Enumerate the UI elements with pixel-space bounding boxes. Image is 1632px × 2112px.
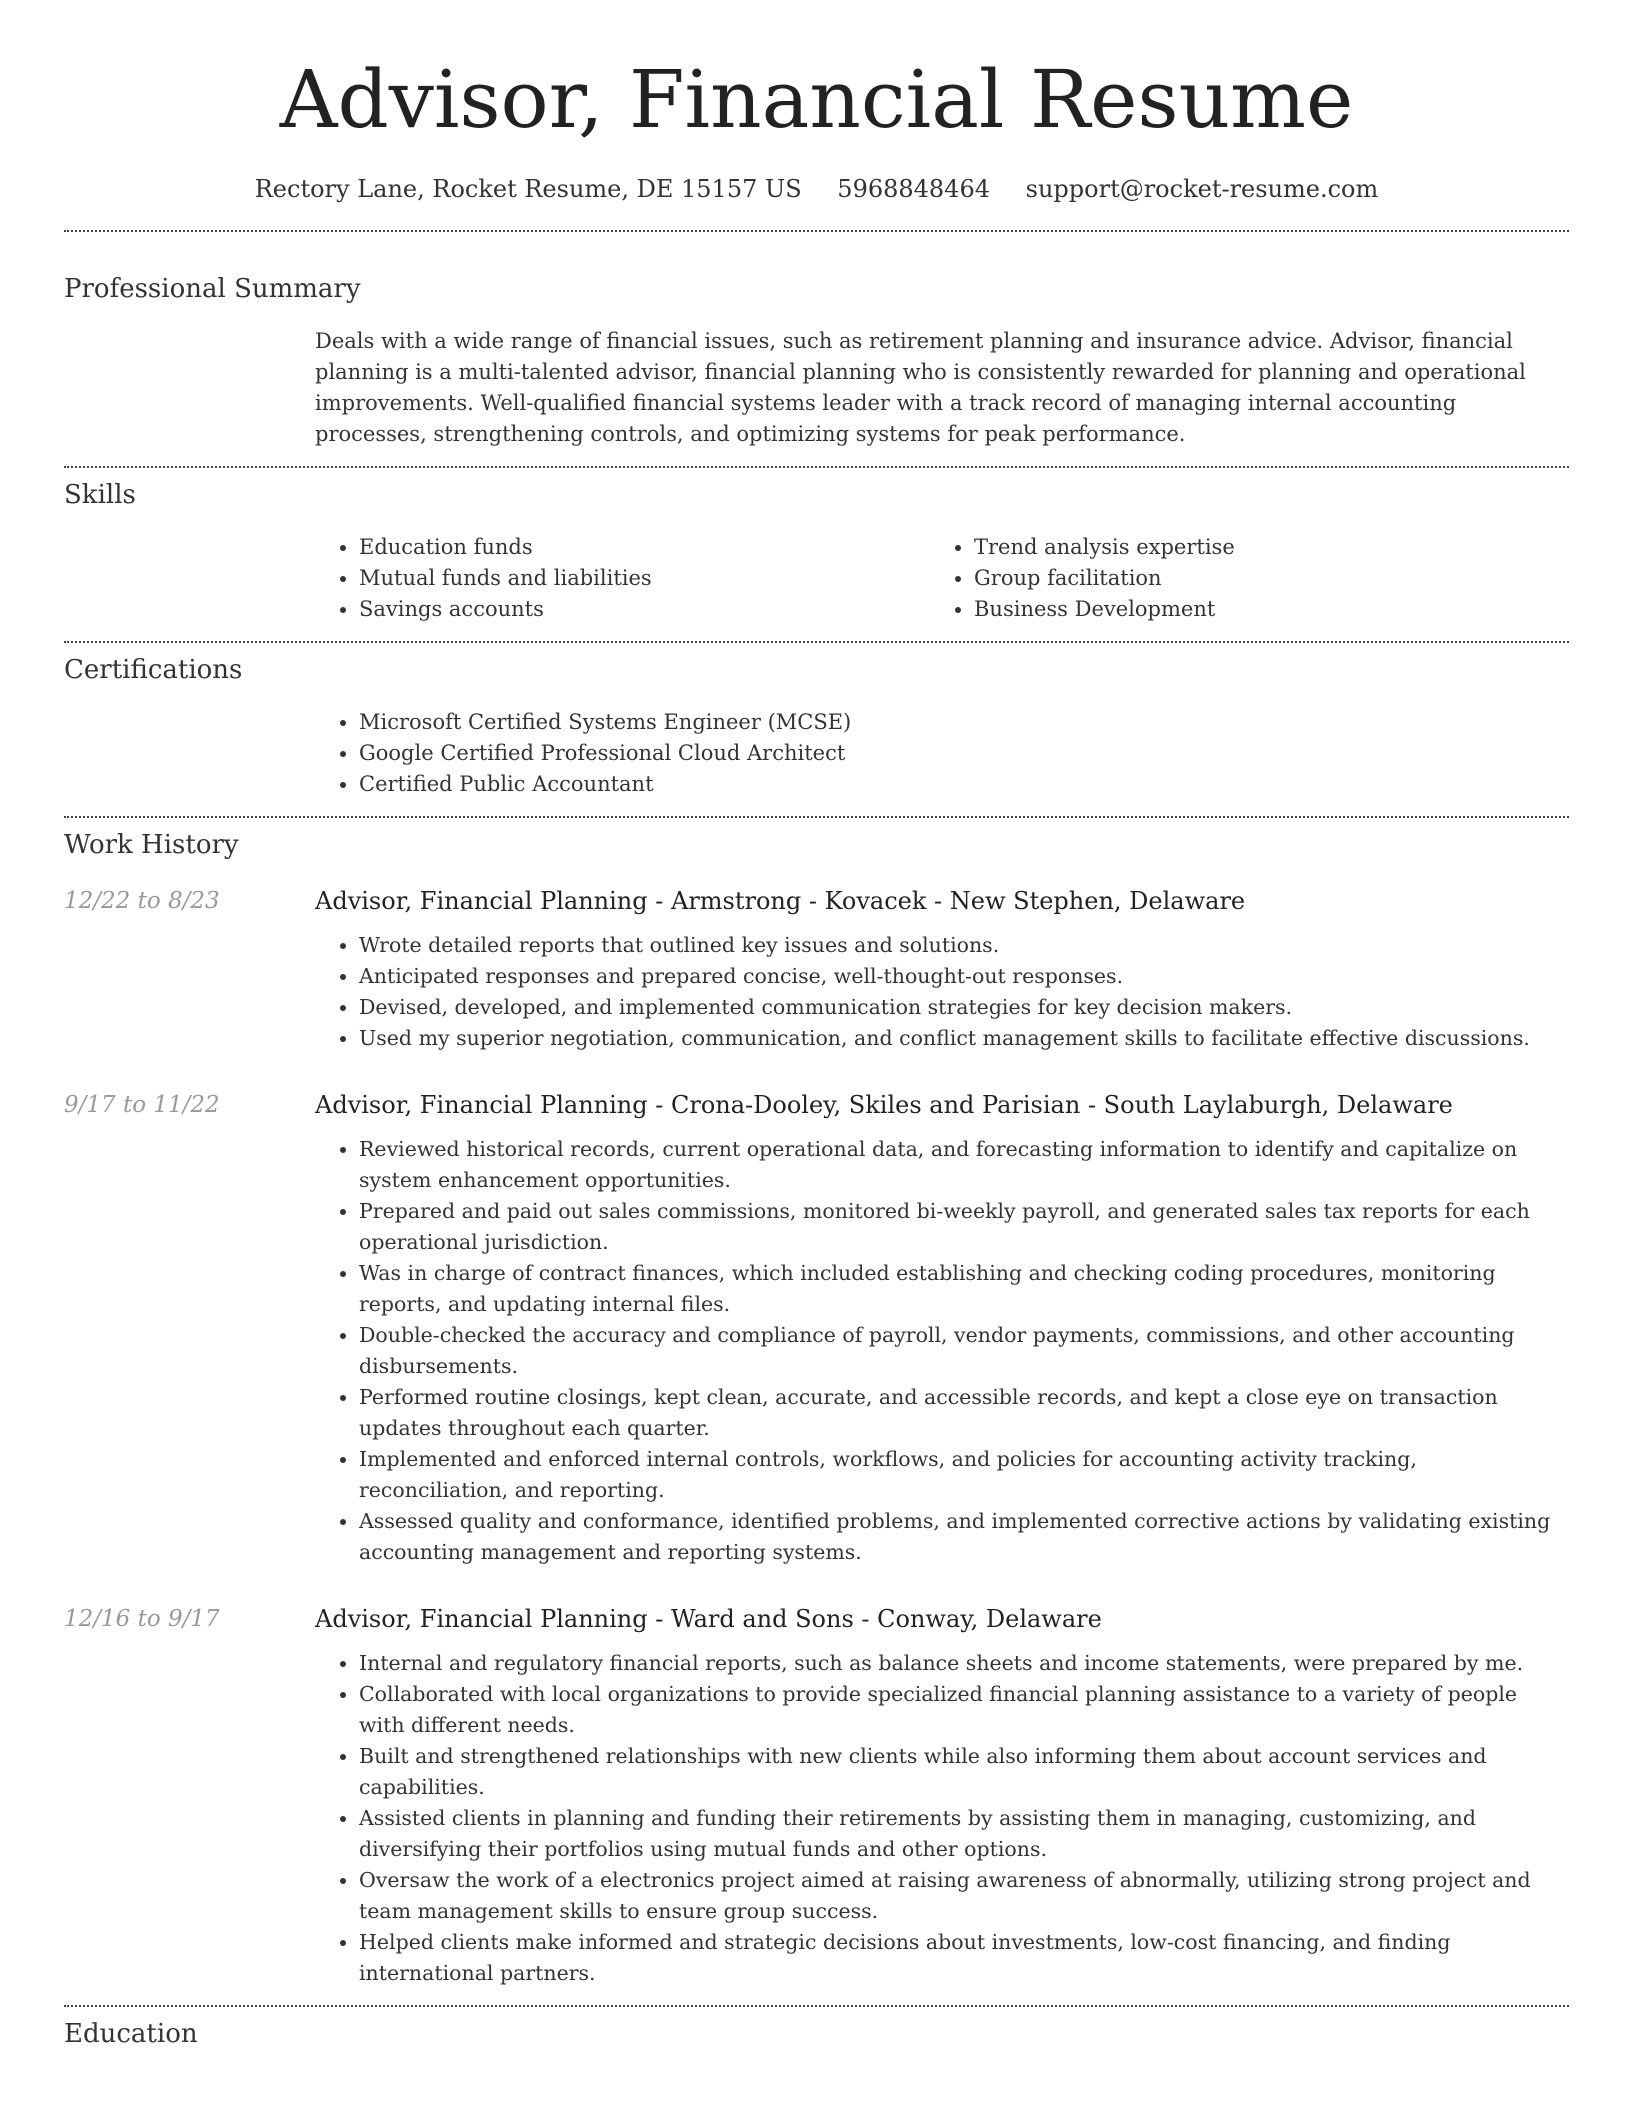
job-entry [64, 1602, 1569, 1989]
certification-item: • Certified Public Accountant [359, 769, 1569, 800]
job-title: Advisor, Financial Planning - Ward and Sons - Conway, Delaware [315, 1605, 1102, 1633]
job-bullet: • Internal and regulatory financial reports, such as balance sheets and income statements, were prepared by me. [359, 1648, 1569, 1679]
contact-address: Rectory Lane, Rocket Resume, DE 15157 US [254, 175, 802, 203]
job-bullet: • Anticipated responses and prepared concise, well-thought-out responses. [359, 961, 1569, 992]
contact-phone: 5968848464 [837, 175, 990, 203]
certifications-title: Certifications [64, 655, 243, 685]
skills-title: Skills [64, 480, 136, 510]
skill-item: • Group facilitation [974, 563, 1545, 594]
job-bullet: • Oversaw the work of a electronics project aimed at raising awareness of abnormally, utilizing strong project and team management skills to ensure group success. [359, 1865, 1569, 1927]
job-content [315, 1088, 1569, 1568]
certifications-section [64, 643, 1569, 816]
skill-item: • Savings accounts [359, 594, 930, 625]
job-bullets [315, 930, 1569, 1054]
resume-title: Advisor, Financial Resume [279, 53, 1354, 146]
job-bullets [315, 1648, 1569, 1989]
job-dates: 12/16 to 9/17 [64, 1606, 220, 1632]
job-bullet: • Used my superior negotiation, communication, and conflict management skills to facilitate effective discussions. [359, 1023, 1569, 1054]
work-section [64, 818, 1569, 2005]
job-entry [64, 1088, 1569, 1568]
job-bullet: • Assessed quality and conformance, identified problems, and implemented corrective actions by validating existing accounting management and reporting systems. [359, 1506, 1569, 1568]
skill-item: • Business Development [974, 594, 1545, 625]
job-bullet: • Wrote detailed reports that outlined key issues and solutions. [359, 930, 1569, 961]
job-title: Advisor, Financial Planning - Crona-Dooley, Skiles and Parisian - South Laylaburgh, Delaware [315, 1091, 1453, 1119]
skill-item: • Trend analysis expertise [974, 532, 1545, 563]
job-entry [64, 884, 1569, 1054]
job-bullet: • Devised, developed, and implemented communication strategies for key decision makers. [359, 992, 1569, 1023]
contact-info [64, 172, 1569, 206]
summary-text: Deals with a wide range of financial issues, such as retirement planning and insurance advice. Advisor, financial planning is a multi-talented advisor, financial planning who is consistently rewarded for planning and operational improvements. Well-qualified financial systems leader with a track record of managing internal accounting processes, strengthening controls, and optimizing systems for peak performance. [315, 329, 1526, 446]
education-title: Education [64, 2019, 198, 2049]
skill-item: • Mutual funds and liabilities [359, 563, 930, 594]
skills-column-1 [315, 532, 930, 625]
skills-section [64, 468, 1569, 641]
resume-page [64, 0, 1569, 2051]
job-bullet: • Built and strengthened relationships with new clients while also informing them about account services and capabilities. [359, 1741, 1569, 1803]
job-bullets [315, 1134, 1569, 1568]
job-bullet: • Reviewed historical records, current operational data, and forecasting information to identify and capitalize on system enhancement opportunities. [359, 1134, 1569, 1196]
skill-item: • Education funds [359, 532, 930, 563]
skills-list [315, 532, 1569, 625]
job-bullet: • Assisted clients in planning and funding their retirements by assisting them in managing, customizing, and diversifying their portfolios using mutual funds and other options. [359, 1803, 1569, 1865]
summary-title: Professional Summary [64, 274, 361, 304]
job-bullet: • Helped clients make informed and strategic decisions about investments, low-cost financing, and finding international partners. [359, 1927, 1569, 1989]
summary-section [64, 232, 1569, 466]
skills-column-2 [930, 532, 1545, 625]
job-bullet: • Prepared and paid out sales commissions, monitored bi-weekly payroll, and generated sales tax reports for each operational jurisdiction. [359, 1196, 1569, 1258]
job-dates: 12/22 to 8/23 [64, 888, 220, 914]
certifications-list [315, 707, 1569, 800]
contact-email: support@rocket-resume.com [1025, 175, 1379, 203]
job-bullet: • Double-checked the accuracy and compliance of payroll, vendor payments, commissions, and other accounting disbursements. [359, 1320, 1569, 1382]
certification-item: • Google Certified Professional Cloud Architect [359, 738, 1569, 769]
job-content [315, 884, 1569, 1054]
certification-item: • Microsoft Certified Systems Engineer (MCSE) [359, 707, 1569, 738]
job-bullet: • Collaborated with local organizations to provide specialized financial planning assistance to a variety of people with different needs. [359, 1679, 1569, 1741]
job-title: Advisor, Financial Planning - Armstrong - Kovacek - New Stephen, Delaware [315, 887, 1246, 915]
job-bullet: • Was in charge of contract finances, which included establishing and checking coding procedures, monitoring reports, and updating internal files. [359, 1258, 1569, 1320]
job-content [315, 1602, 1569, 1989]
job-bullet: • Implemented and enforced internal controls, workflows, and policies for accounting activity tracking, reconciliation, and reporting. [359, 1444, 1569, 1506]
job-bullet: • Performed routine closings, kept clean, accurate, and accessible records, and kept a close eye on transaction updates throughout each quarter. [359, 1382, 1569, 1444]
education-section [64, 2007, 1569, 2051]
work-title: Work History [64, 830, 239, 860]
job-dates: 9/17 to 11/22 [64, 1092, 220, 1118]
